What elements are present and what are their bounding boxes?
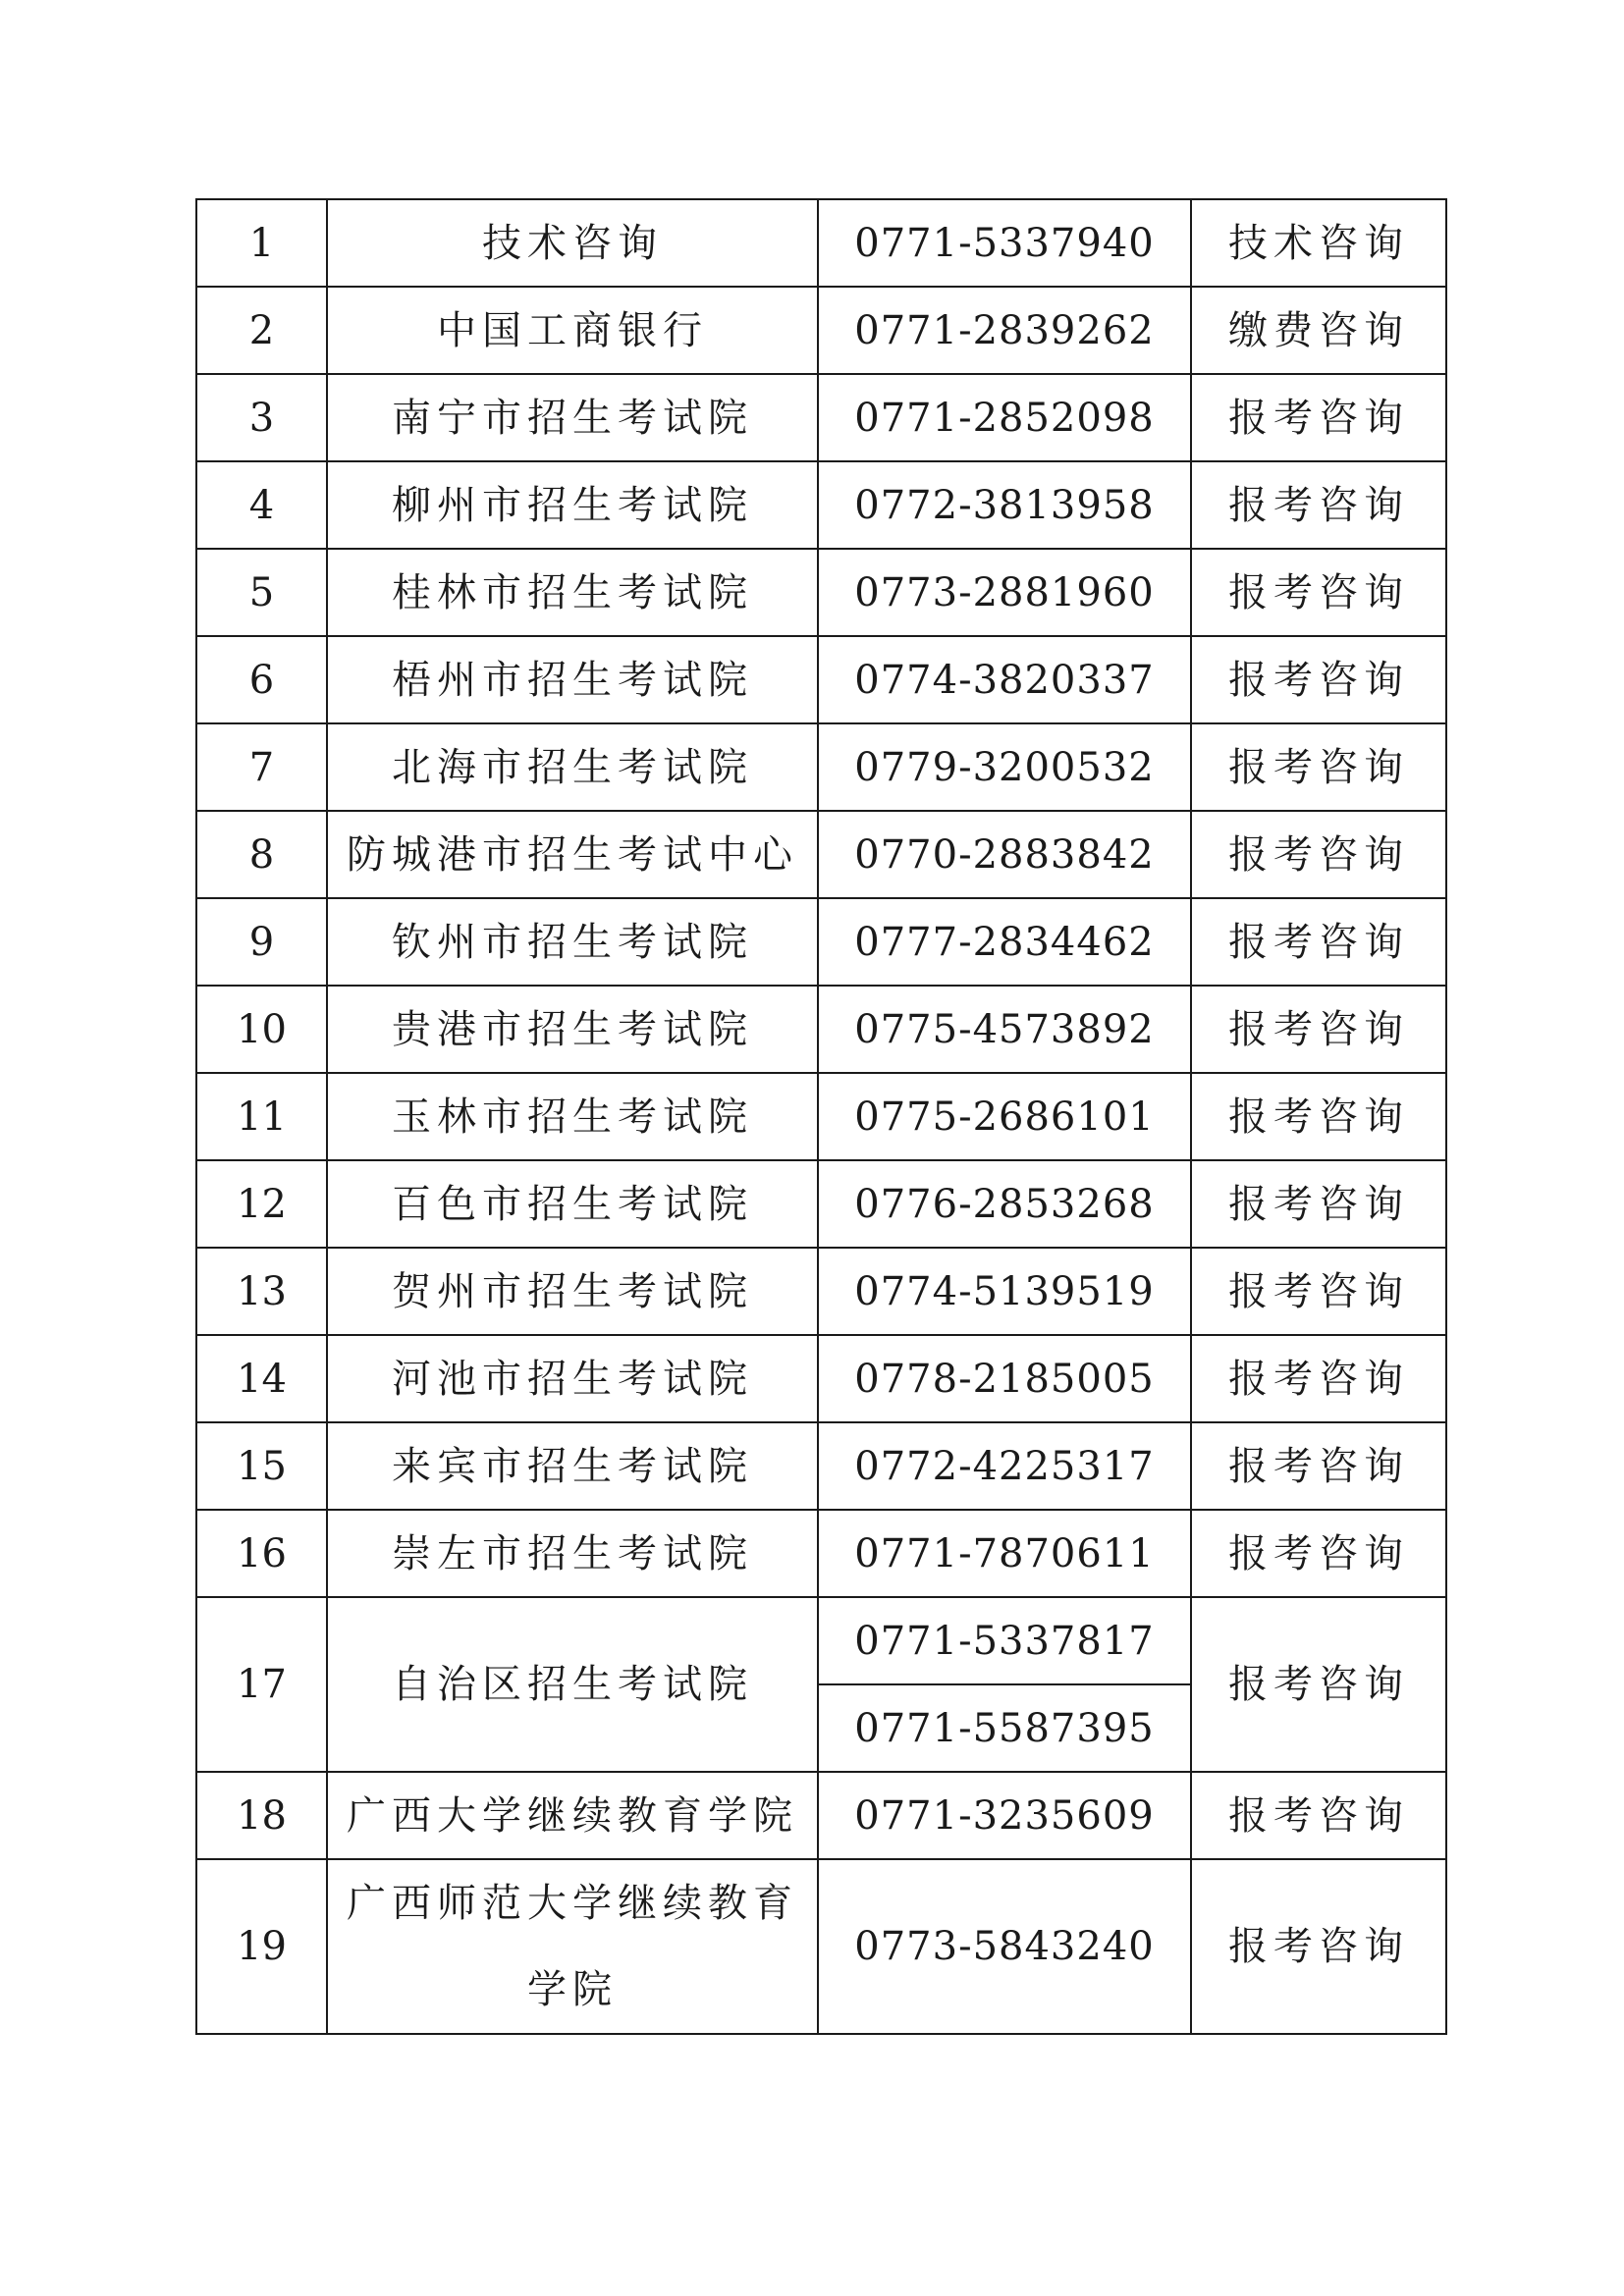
- consult-type-cell: 报考咨询: [1191, 1335, 1446, 1422]
- organization-cell: 桂林市招生考试院: [327, 549, 818, 636]
- table-row: [196, 374, 1446, 461]
- organization-cell: 崇左市招生考试院: [327, 1510, 818, 1597]
- consult-type-cell: 报考咨询: [1191, 1597, 1446, 1772]
- row-number-cell: 7: [196, 723, 327, 811]
- table-row: [196, 898, 1446, 986]
- table-row: [196, 1510, 1446, 1597]
- organization-cell: 南宁市招生考试院: [327, 374, 818, 461]
- table-row: [196, 549, 1446, 636]
- organization-cell: 河池市招生考试院: [327, 1335, 818, 1422]
- table-row: [196, 811, 1446, 898]
- phone-cell: 0771-3235609: [818, 1772, 1191, 1859]
- consult-type-cell: 报考咨询: [1191, 811, 1446, 898]
- phone-cell: 0776-2853268: [818, 1160, 1191, 1248]
- phone-cell: 0771-7870611: [818, 1510, 1191, 1597]
- consult-type-cell: 报考咨询: [1191, 1248, 1446, 1335]
- organization-cell: 来宾市招生考试院: [327, 1422, 818, 1510]
- table-row: [196, 636, 1446, 723]
- organization-cell: 百色市招生考试院: [327, 1160, 818, 1248]
- phone-cell: 0773-5843240: [818, 1859, 1191, 2034]
- consult-type-cell: 报考咨询: [1191, 1422, 1446, 1510]
- consult-type-cell: 报考咨询: [1191, 549, 1446, 636]
- row-number-cell: 14: [196, 1335, 327, 1422]
- row-number-cell: 1: [196, 199, 327, 287]
- organization-cell: 钦州市招生考试院: [327, 898, 818, 986]
- row-number-cell: 15: [196, 1422, 327, 1510]
- consult-type-cell: 报考咨询: [1191, 986, 1446, 1073]
- consult-type-cell: 报考咨询: [1191, 1073, 1446, 1160]
- phone-cell: 0770-2883842: [818, 811, 1191, 898]
- row-number-cell: 16: [196, 1510, 327, 1597]
- table-row: [196, 1248, 1446, 1335]
- consult-type-cell: 缴费咨询: [1191, 287, 1446, 374]
- phone-cell: 0771-5337817: [818, 1597, 1191, 1684]
- row-number-cell: 10: [196, 986, 327, 1073]
- consult-type-cell: 报考咨询: [1191, 1772, 1446, 1859]
- phone-cell: 0773-2881960: [818, 549, 1191, 636]
- consult-type-cell: 技术咨询: [1191, 199, 1446, 287]
- organization-cell: 梧州市招生考试院: [327, 636, 818, 723]
- consult-type-cell: 报考咨询: [1191, 636, 1446, 723]
- organization-cell: 自治区招生考试院: [327, 1597, 818, 1772]
- phone-cell: 0771-2839262: [818, 287, 1191, 374]
- row-number-cell: 8: [196, 811, 327, 898]
- row-number-cell: 5: [196, 549, 327, 636]
- organization-cell: 中国工商银行: [327, 287, 818, 374]
- table-row: [196, 1422, 1446, 1510]
- contact-table-body: [196, 199, 1446, 2034]
- organization-cell: 柳州市招生考试院: [327, 461, 818, 549]
- contact-table: [195, 198, 1447, 2035]
- table-row: [196, 723, 1446, 811]
- phone-cell: 0779-3200532: [818, 723, 1191, 811]
- phone-cell: 0772-3813958: [818, 461, 1191, 549]
- phone-cell: 0778-2185005: [818, 1335, 1191, 1422]
- row-number-cell: 11: [196, 1073, 327, 1160]
- row-number-cell: 13: [196, 1248, 327, 1335]
- organization-cell: 贵港市招生考试院: [327, 986, 818, 1073]
- phone-cell: 0774-5139519: [818, 1248, 1191, 1335]
- table-row: [196, 1073, 1446, 1160]
- organization-cell: 广西大学继续教育学院: [327, 1772, 818, 1859]
- organization-cell: 防城港市招生考试中心: [327, 811, 818, 898]
- organization-cell: 玉林市招生考试院: [327, 1073, 818, 1160]
- phone-cell: 0772-4225317: [818, 1422, 1191, 1510]
- organization-cell: 北海市招生考试院: [327, 723, 818, 811]
- consult-type-cell: 报考咨询: [1191, 1160, 1446, 1248]
- phone-cell: 0775-4573892: [818, 986, 1191, 1073]
- row-number-cell: 4: [196, 461, 327, 549]
- organization-cell: 贺州市招生考试院: [327, 1248, 818, 1335]
- organization-cell: 技术咨询: [327, 199, 818, 287]
- table-row: [196, 199, 1446, 287]
- row-number-cell: 2: [196, 287, 327, 374]
- table-row: [196, 1597, 1446, 1684]
- consult-type-cell: 报考咨询: [1191, 723, 1446, 811]
- table-row: [196, 287, 1446, 374]
- phone-cell: 0771-5587395: [818, 1684, 1191, 1772]
- phone-cell: 0771-5337940: [818, 199, 1191, 287]
- row-number-cell: 9: [196, 898, 327, 986]
- phone-cell: 0775-2686101: [818, 1073, 1191, 1160]
- table-row: [196, 986, 1446, 1073]
- phone-cell: 0777-2834462: [818, 898, 1191, 986]
- row-number-cell: 3: [196, 374, 327, 461]
- row-number-cell: 12: [196, 1160, 327, 1248]
- table-row: [196, 1335, 1446, 1422]
- table-row: [196, 1859, 1446, 2034]
- row-number-cell: 19: [196, 1859, 327, 2034]
- phone-cell: 0771-2852098: [818, 374, 1191, 461]
- consult-type-cell: 报考咨询: [1191, 1859, 1446, 2034]
- consult-type-cell: 报考咨询: [1191, 1510, 1446, 1597]
- row-number-cell: 18: [196, 1772, 327, 1859]
- consult-type-cell: 报考咨询: [1191, 374, 1446, 461]
- table-row: [196, 461, 1446, 549]
- consult-type-cell: 报考咨询: [1191, 898, 1446, 986]
- table-row: [196, 1160, 1446, 1248]
- row-number-cell: 17: [196, 1597, 327, 1772]
- organization-cell: 广西师范大学继续教育学院: [327, 1859, 818, 2034]
- consult-type-cell: 报考咨询: [1191, 461, 1446, 549]
- row-number-cell: 6: [196, 636, 327, 723]
- table-row: [196, 1772, 1446, 1859]
- phone-cell: 0774-3820337: [818, 636, 1191, 723]
